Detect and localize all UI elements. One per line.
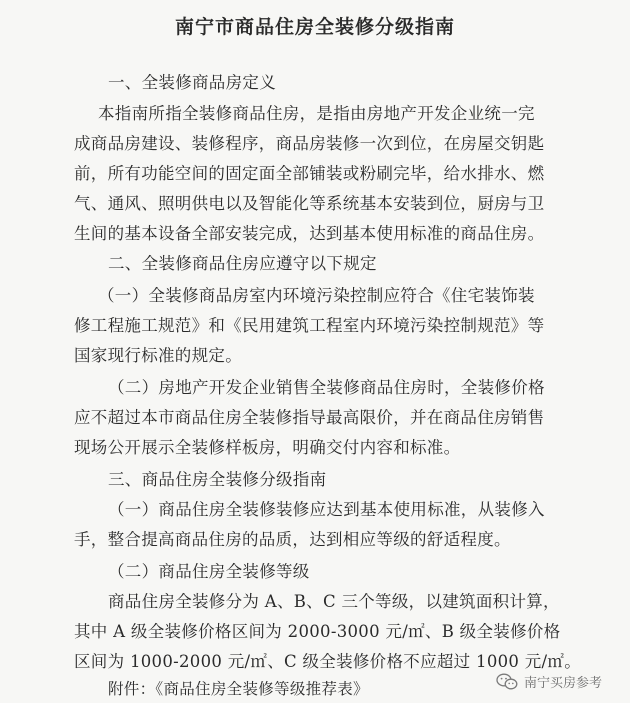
paragraph-line: （一）商品住房全装修装修应达到基本使用标准，从装修入 bbox=[108, 500, 545, 519]
paragraph-line: 手，整合提高商品住房的品质，达到相应等级的舒适程度。 bbox=[74, 530, 511, 549]
paragraph-line: 前，所有功能空间的固定面全部铺装或粉刷完毕，给水排水、燃 bbox=[74, 164, 545, 183]
paragraph-line: 国家现行标准的规定。 bbox=[74, 346, 242, 365]
document-title: 南宁市商品住房全装修分级指南 bbox=[174, 16, 455, 38]
subsection-heading: （二）商品住房全装修等级 bbox=[108, 562, 310, 581]
paragraph-line: 区间为 1000-2000 元/㎡、C 级全装修价格不应超过 1000 元/㎡。 bbox=[74, 652, 582, 671]
paragraph-line: 本指南所指全装修商品住房，是指由房地产开发企业统一完 bbox=[98, 104, 535, 123]
section-heading-2: 二、全装修商品住房应遵守以下规定 bbox=[108, 254, 377, 273]
paragraph-line: 修工程施工规范》和《民用建筑工程室内环境污染控制规范》等 bbox=[74, 316, 545, 335]
paragraph-line: 现场公开展示全装修样板房，明确交付内容和标准。 bbox=[74, 438, 461, 457]
paragraph-line: （一）全装修商品房室内环境污染控制应符合《住宅装饰装 bbox=[98, 286, 535, 305]
paragraph-line: 商品住房全装修分为 A、B、C 三个等级，以建筑面积计算， bbox=[108, 592, 560, 611]
wechat-icon bbox=[496, 673, 518, 691]
paragraph-line: 生间的基本设备全部安装完成，达到基本使用标准的商品住房。 bbox=[74, 224, 545, 243]
paragraph-line: （二）房地产开发企业销售全装修商品住房时，全装修价格 bbox=[108, 378, 545, 397]
paragraph-line: 其中 A 级全装修价格区间为 2000-3000 元/㎡、B 级全装修价格 bbox=[74, 622, 561, 641]
paragraph-line: 成商品房建设、装修程序，商品房装修一次到位，在房屋交钥匙 bbox=[74, 134, 545, 153]
section-heading-3: 三、商品住房全装修分级指南 bbox=[108, 470, 327, 489]
watermark-text: 南宁买房参考 bbox=[523, 676, 602, 691]
paragraph-line: 气、通风、照明供电以及智能化等系统基本安装到位，厨房与卫 bbox=[74, 194, 545, 213]
paragraph-line: 应不超过本市商品住房全装修指导最高限价，并在商品住房销售 bbox=[74, 408, 545, 427]
section-heading-1: 一、全装修商品房定义 bbox=[108, 73, 276, 92]
watermark bbox=[496, 672, 602, 691]
attachment-note: 附件：《商品住房全装修等级推荐表》 bbox=[108, 680, 369, 698]
